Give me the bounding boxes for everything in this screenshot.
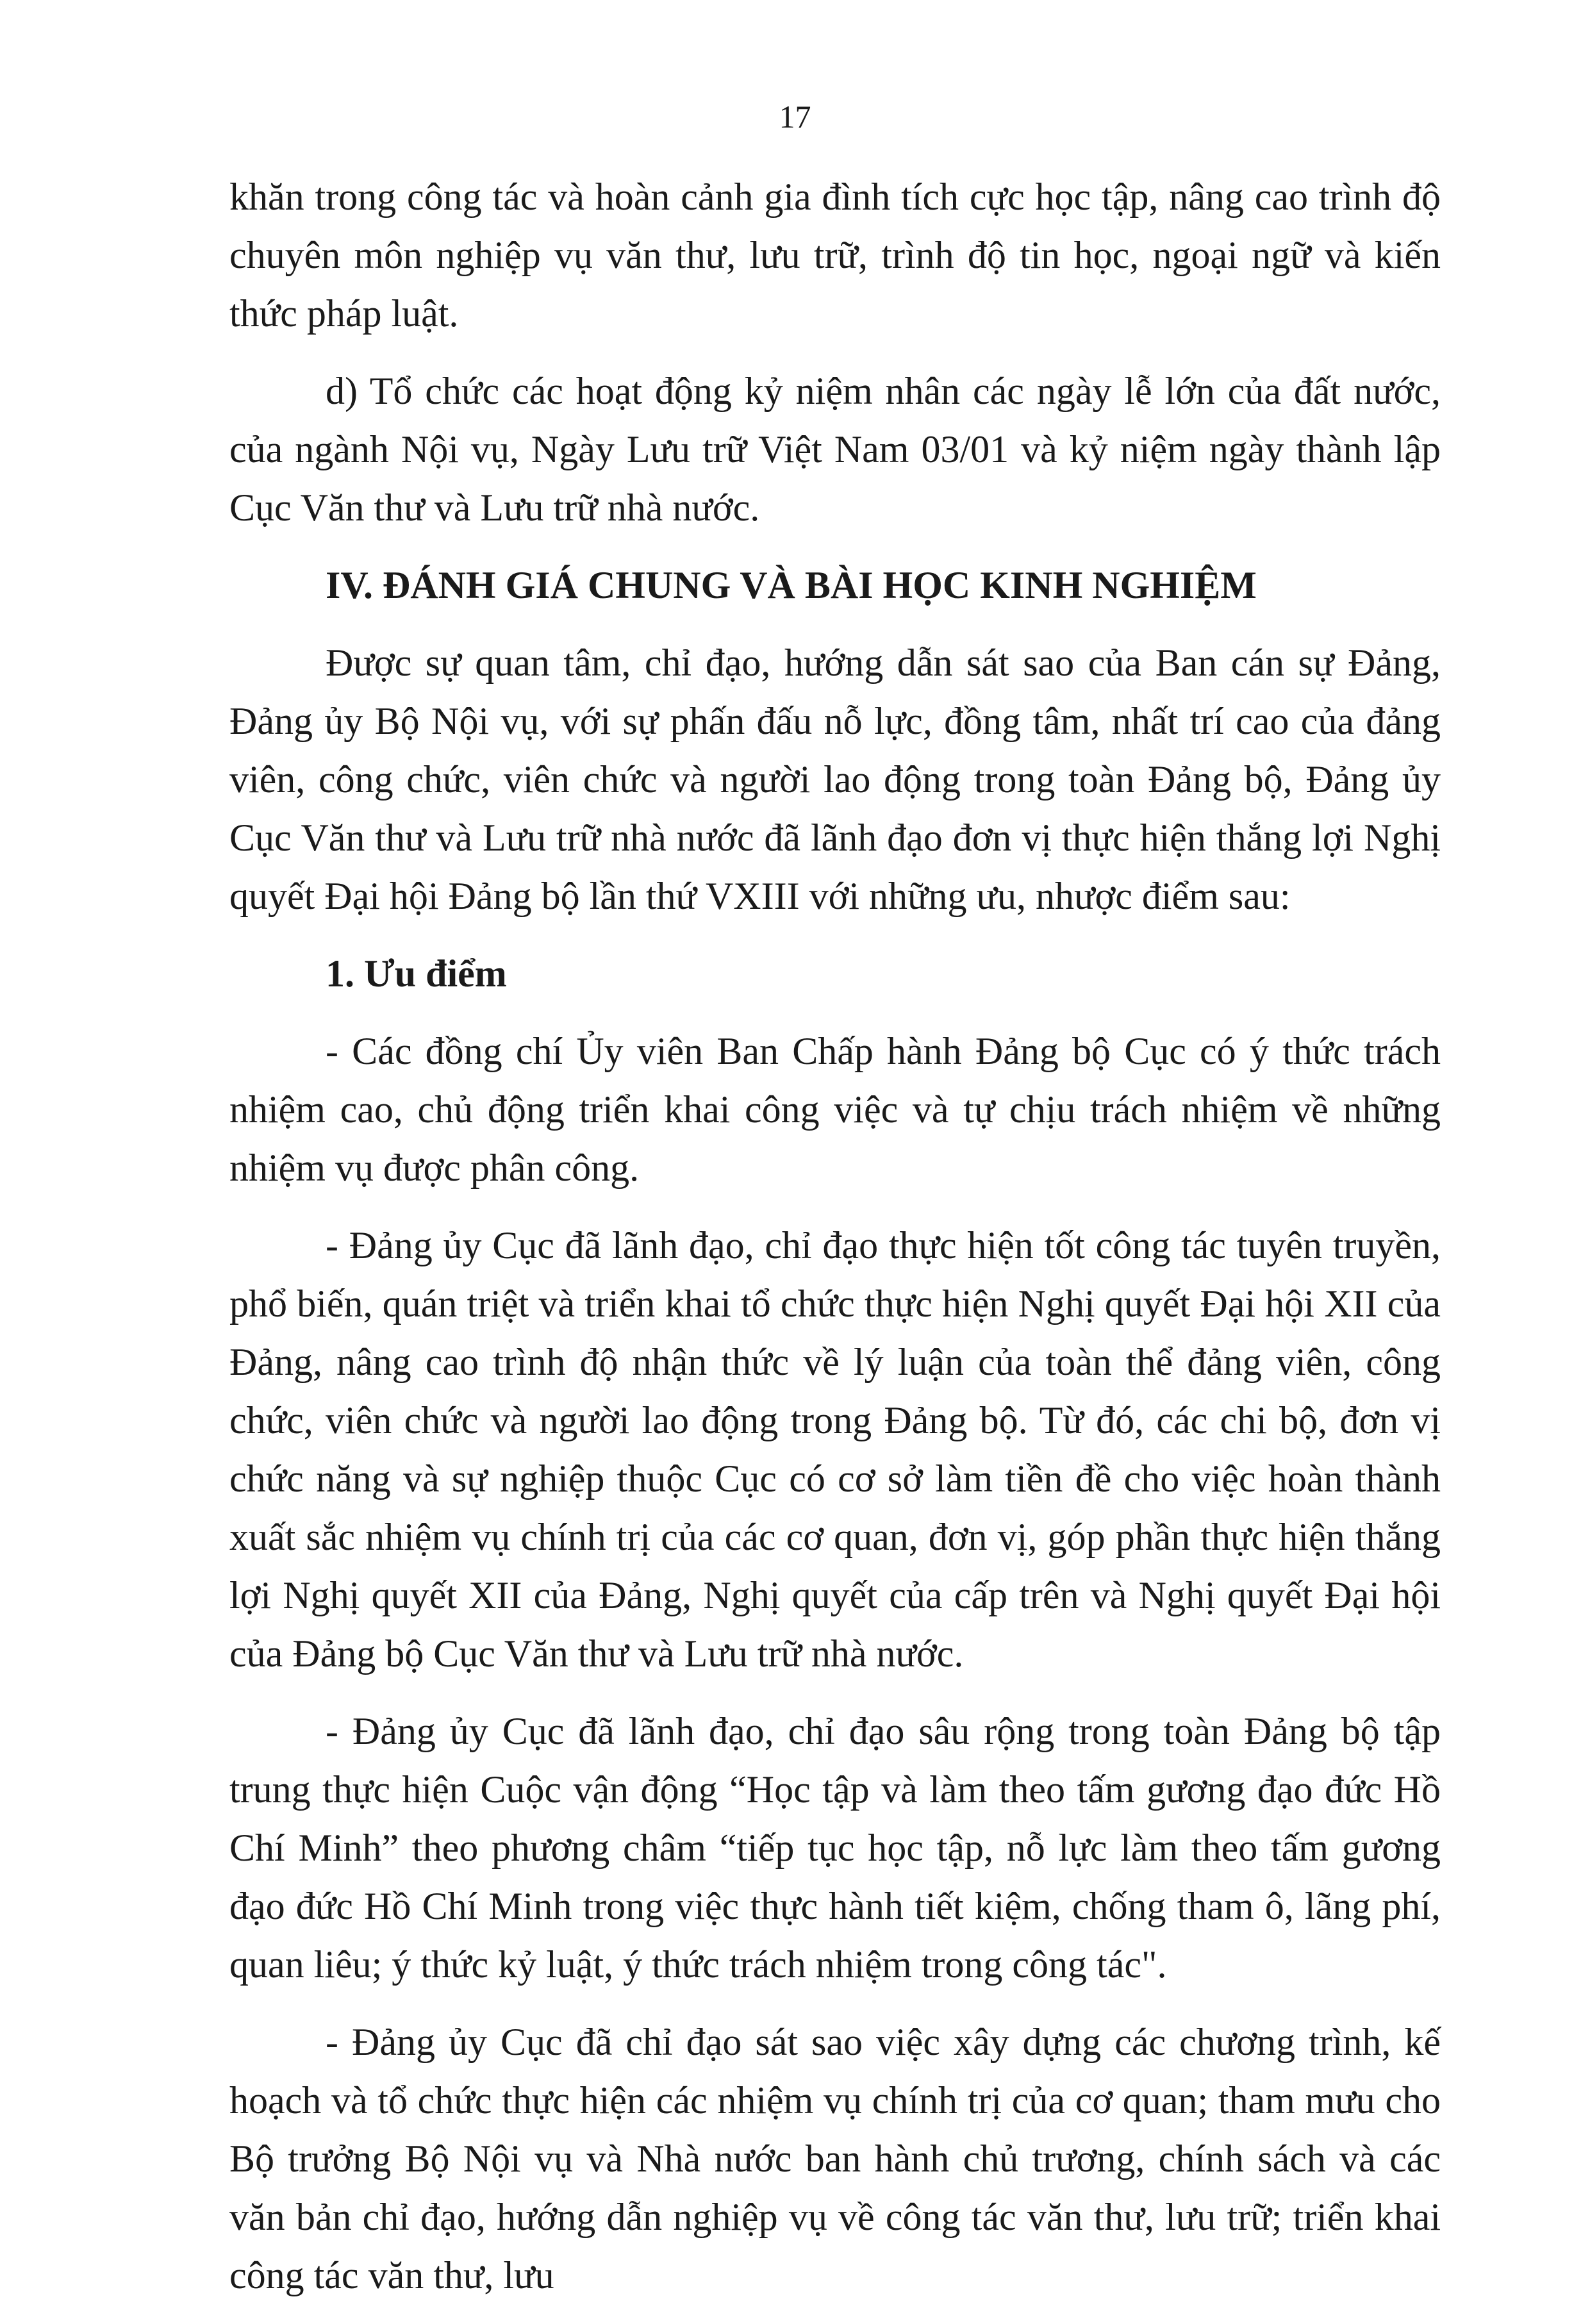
paragraph-item-d: d) Tổ chức các hoạt động kỷ niệm nhân các ngày lễ lớn của đất nước, của ngành Nội vụ, Ngày Lưu trữ Việt Nam 03/01 và kỷ niệm ngày thành lập Cục Văn thư và Lưu trữ nhà nước. (229, 370, 1441, 529)
subsection-heading: 1. Ưu điểm (326, 952, 507, 995)
paragraph-bullet-1: - Các đồng chí Ủy viên Ban Chấp hành Đảng bộ Cục có ý thức trách nhiệm cao, chủ động triển khai công việc và tự chịu trách nhiệm về những nhiệm vụ được phân công. (229, 1030, 1441, 1189)
paragraph-intro: Được sự quan tâm, chỉ đạo, hướng dẫn sát sao của Ban cán sự Đảng, Đảng ủy Bộ Nội vụ, với sự phấn đấu nỗ lực, đồng tâm, nhất trí cao của đảng viên, công chức, viên chức và người lao động trong toàn Đảng bộ, Đảng ủy Cục Văn thư và Lưu trữ nhà nước đã lãnh đạo đơn vị thực hiện thắng lợi Nghị quyết Đại hội Đảng bộ lần thứ VXIII với những ưu, nhược điểm sau: (229, 642, 1441, 917)
paragraph-bullet-4: - Đảng ủy Cục đã chỉ đạo sát sao việc xây dựng các chương trình, kế hoạch và tổ chức thực hiện các nhiệm vụ chính trị của cơ quan; tham mưu cho Bộ trưởng Bộ Nội vụ và Nhà nước ban hành chủ trương, chính sách và các văn bản chỉ đạo, hướng dẫn nghiệp vụ về công tác văn thư, lưu trữ; triển khai công tác văn thư, lưu (229, 2021, 1441, 2296)
page-number: 17 (779, 99, 811, 135)
paragraph-bullet-2: - Đảng ủy Cục đã lãnh đạo, chỉ đạo thực hiện tốt công tác tuyên truyền, phổ biến, quán triệt và triển khai tổ chức thực hiện Nghị quyết Đại hội XII của Đảng, nâng cao trình độ nhận thức về lý luận của toàn thể đảng viên, công chức, viên chức và người lao động trong Đảng bộ. Từ đó, các chi bộ, đơn vị chức năng và sự nghiệp thuộc Cục có cơ sở làm tiền đề cho việc hoàn thành xuất sắc nhiệm vụ chính trị của các cơ quan, đơn vị, góp phần thực hiện thắng lợi Nghị quyết XII của Đảng, Nghị quyết của cấp trên và Nghị quyết Đại hội của Đảng bộ Cục Văn thư và Lưu trữ nhà nước. (229, 1224, 1441, 1675)
paragraph-continued: khăn trong công tác và hoàn cảnh gia đình tích cực học tập, nâng cao trình độ chuyên môn nghiệp vụ văn thư, lưu trữ, trình độ tin học, ngoại ngữ và kiến thức pháp luật. (229, 176, 1441, 335)
document-body (229, 168, 1441, 2324)
paragraph-bullet-3: - Đảng ủy Cục đã lãnh đạo, chỉ đạo sâu rộng trong toàn Đảng bộ tập trung thực hiện Cuộc vận động “Học tập và làm theo tấm gương đạo đức Hồ Chí Minh” theo phương châm “tiếp tục học tập, nỗ lực làm theo tấm gương đạo đức Hồ Chí Minh trong việc thực hành tiết kiệm, chống tham ô, lãng phí, quan liêu; ý thức kỷ luật, ý thức trách nhiệm trong công tác". (229, 1710, 1441, 1986)
section-heading: IV. ĐÁNH GIÁ CHUNG VÀ BÀI HỌC KINH NGHIỆM (326, 564, 1257, 606)
